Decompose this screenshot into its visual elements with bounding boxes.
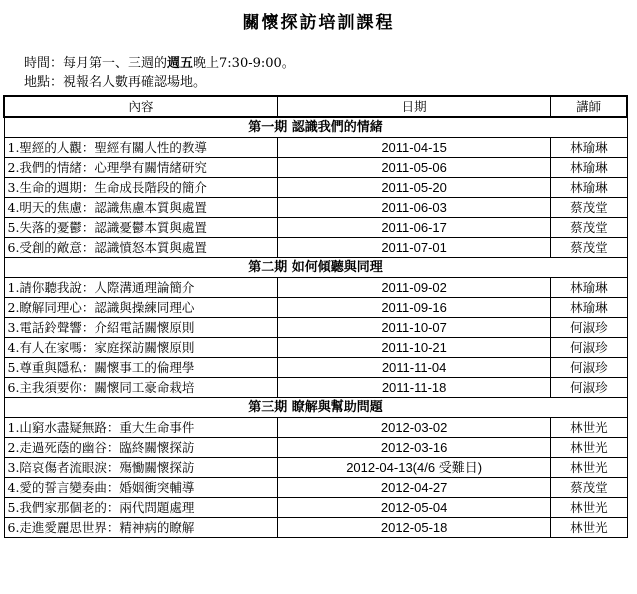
section-title: 第一期 認識我們的情緒 bbox=[4, 117, 627, 138]
table-row bbox=[4, 498, 627, 518]
lecturer-cell: 林瑜琳 bbox=[551, 178, 627, 198]
date-cell: 2011-04-15 bbox=[277, 138, 550, 158]
topic-cell: 2.我們的情緒：心理學有關情緒研究 bbox=[4, 158, 277, 178]
lecturer-cell: 何淑珍 bbox=[551, 358, 627, 378]
lecturer-cell: 蔡茂堂 bbox=[551, 218, 627, 238]
table-row bbox=[4, 298, 627, 318]
section-row bbox=[4, 117, 627, 138]
section-title: 第二期 如何傾聽與同理 bbox=[4, 258, 627, 278]
topic-cell: 1.請你聽我說：人際溝通理論簡介 bbox=[4, 278, 277, 298]
table-row bbox=[4, 278, 627, 298]
date-cell: 2012-05-04 bbox=[277, 498, 550, 518]
topic-cell: 3.陪哀傷者流眼淚：殤慟關懷探訪 bbox=[4, 458, 277, 478]
course-table bbox=[3, 95, 628, 538]
table-row bbox=[4, 158, 627, 178]
date-cell: 2011-09-02 bbox=[277, 278, 550, 298]
table-row bbox=[4, 138, 627, 158]
date-cell: 2012-03-16 bbox=[277, 438, 550, 458]
topic-cell: 3.生命的週期：生命成長階段的簡介 bbox=[4, 178, 277, 198]
course-table-body bbox=[4, 117, 627, 538]
table-row bbox=[4, 458, 627, 478]
topic-cell: 4.有人在家嗎：家庭探訪關懷原則 bbox=[4, 338, 277, 358]
table-row bbox=[4, 318, 627, 338]
section-row bbox=[4, 258, 627, 278]
lecturer-cell: 林瑜琳 bbox=[551, 298, 627, 318]
date-cell: 2012-04-27 bbox=[277, 478, 550, 498]
section-title: 第三期 瞭解與幫助問題 bbox=[4, 398, 627, 418]
table-row bbox=[4, 518, 627, 538]
topic-cell: 5.失落的憂鬱：認識憂鬱本質與處置 bbox=[4, 218, 277, 238]
topic-cell: 4.愛的誓言變奏曲：婚姻衝突輔導 bbox=[4, 478, 277, 498]
lecturer-cell: 蔡茂堂 bbox=[551, 198, 627, 218]
date-cell: 2011-11-04 bbox=[277, 358, 550, 378]
date-cell: 2011-09-16 bbox=[277, 298, 550, 318]
table-row bbox=[4, 178, 627, 198]
lecturer-cell: 林瑜琳 bbox=[551, 278, 627, 298]
topic-cell: 2.瞭解同理心：認識與操練同理心 bbox=[4, 298, 277, 318]
topic-cell: 6.受創的敵意：認識憤怒本質與處置 bbox=[4, 238, 277, 258]
date-cell: 2012-04-13(4/6 受難日) bbox=[277, 458, 550, 478]
date-cell: 2011-10-07 bbox=[277, 318, 550, 338]
table-row bbox=[4, 418, 627, 438]
time-prefix: 時間：每月第一、三週的 bbox=[24, 56, 168, 71]
lecturer-cell: 何淑珍 bbox=[551, 338, 627, 358]
lecturer-cell: 林世光 bbox=[551, 458, 627, 478]
topic-cell: 5.我們家那個老的：兩代問題處理 bbox=[4, 498, 277, 518]
table-row bbox=[4, 218, 627, 238]
lecturer-cell: 林瑜琳 bbox=[551, 158, 627, 178]
table-row bbox=[4, 358, 627, 378]
date-cell: 2012-03-02 bbox=[277, 418, 550, 438]
table-row bbox=[4, 378, 627, 398]
date-cell: 2011-05-06 bbox=[277, 158, 550, 178]
table-row bbox=[4, 478, 627, 498]
header-row bbox=[4, 96, 627, 117]
schedule-time bbox=[24, 52, 295, 71]
time-day: 週五 bbox=[167, 56, 194, 71]
date-cell: 2012-05-18 bbox=[277, 518, 550, 538]
table-row bbox=[4, 238, 627, 258]
topic-cell: 1.聖經的人觀：聖經有關人性的教導 bbox=[4, 138, 277, 158]
date-cell: 2011-11-18 bbox=[277, 378, 550, 398]
topic-cell: 6.主我須要你：關懷同工豪命栽培 bbox=[4, 378, 277, 398]
table-row bbox=[4, 338, 627, 358]
topic-cell: 5.尊重與隱私：關懷事工的倫理學 bbox=[4, 358, 277, 378]
lecturer-cell: 蔡茂堂 bbox=[551, 238, 627, 258]
lecturer-cell: 何淑珍 bbox=[551, 378, 627, 398]
lecturer-cell: 何淑珍 bbox=[551, 318, 627, 338]
header-lecturer: 講師 bbox=[551, 96, 627, 117]
topic-cell: 6.走進愛麗思世界：精神病的瞭解 bbox=[4, 518, 277, 538]
section-row bbox=[4, 398, 627, 418]
lecturer-cell: 林世光 bbox=[551, 498, 627, 518]
table-row bbox=[4, 438, 627, 458]
topic-cell: 2.走過死蔭的幽谷：臨終關懷探訪 bbox=[4, 438, 277, 458]
topic-cell: 3.電話鈴聲響：介紹電話關懷原則 bbox=[4, 318, 277, 338]
lecturer-cell: 蔡茂堂 bbox=[551, 478, 627, 498]
topic-cell: 4.明天的焦慮：認識焦慮本質與處置 bbox=[4, 198, 277, 218]
date-cell: 2011-06-17 bbox=[277, 218, 550, 238]
date-cell: 2011-10-21 bbox=[277, 338, 550, 358]
lecturer-cell: 林世光 bbox=[551, 418, 627, 438]
header-date: 日期 bbox=[277, 96, 550, 117]
lecturer-cell: 林瑜琳 bbox=[551, 138, 627, 158]
date-cell: 2011-06-03 bbox=[277, 198, 550, 218]
table-row bbox=[4, 198, 627, 218]
header-topic: 內容 bbox=[4, 96, 277, 117]
lecturer-cell: 林世光 bbox=[551, 518, 627, 538]
lecturer-cell: 林世光 bbox=[551, 438, 627, 458]
page-title: 關懷探訪培訓課程 bbox=[242, 13, 395, 33]
time-suffix: 晚上7:30-9:00。 bbox=[193, 56, 295, 71]
schedule-place: 地點：視報名人數再確認場地。 bbox=[24, 75, 207, 90]
date-cell: 2011-05-20 bbox=[277, 178, 550, 198]
date-cell: 2011-07-01 bbox=[277, 238, 550, 258]
topic-cell: 1.山窮水盡疑無路：重大生命事件 bbox=[4, 418, 277, 438]
